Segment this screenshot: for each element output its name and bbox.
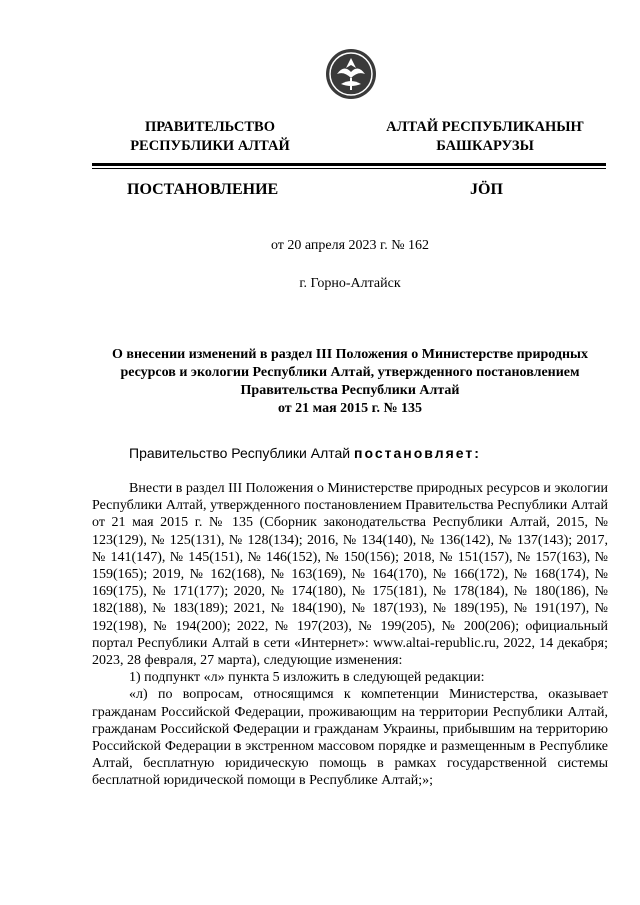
decree-verb: постановляет: [354,445,481,461]
coat-of-arms-emblem-icon [325,48,377,100]
title-line4: от 21 мая 2015 г. № 135 [277,401,423,416]
title-line2: ресурсов и экологии Республики Алтай, утвержденного постановлением [120,365,580,380]
decree-line [92,445,606,461]
doc-type-altai: JӦП [470,181,503,198]
header-right-line2: БАШКАРУЗЫ [436,138,534,154]
paragraph-item-l: «л) по вопросам, относящимся к компетенции Министерства, оказывает гражданам Российской Федерации, проживающим на территории Республики Алтай, гражданам Российской Федерации и гражданам Украины, прибывшим на территорию Российской Федерации в экстренном массовом порядке и размещенным в Республике Алтай, бесплатную юридическую помощь в рамках государственной системы бесплатной юридической помощи в Республике Алтай;»; [92,687,608,789]
date-line: от 20 апреля 2023 г. № 162 [270,238,430,253]
header-left [100,118,320,156]
title-line3: Правительства Республики Алтай [240,383,460,398]
doc-type-russian: ПОСТАНОВЛЕНИЕ [127,181,279,198]
paragraph-item-1: 1) подпункт «л» пункта 5 изложить в следующей редакции: [129,670,485,686]
header-right [372,118,598,156]
document-title [92,346,608,418]
header-divider-thin [92,168,606,169]
header-left-line2: РЕСПУБЛИКИ АЛТАЙ [130,138,290,154]
header-left-line1: ПРАВИТЕЛЬСТВО [145,119,275,135]
header-divider-thick [92,163,606,166]
decree-subject: Правительство Республики Алтай [129,445,351,461]
title-line1: О внесении изменений в раздел III Положения о Министерстве природных [112,347,588,362]
header-right-line1: АЛТАЙ РЕСПУБЛИКАНЫҤ [386,119,584,135]
paragraph-main: Внести в раздел III Положения о Министерстве природных ресурсов и экологии Республики Алтай, утвержденного постановлением Правительства Республики Алтай от 21 мая 2015 г. № 135 (Сборник законодательства Республики Алтай, 2015, № 123(129), № 125(131), № 128(134); 2016, № 134(140), № 136(142), № 137(143); 2017, № 141(147), № 145(151), № 146(152), № 150(156); 2018, № 151(157), № 157(163), № 159(165); 2019, № 162(168), № 163(169), № 164(170), № 166(172), № 168(174), № 169(175), № 171(177); 2020, № 174(180), № 175(181), № 178(184), № 180(186), № 182(188), № 183(189); 2021, № 184(190), № 187(193), № 189(195), № 191(197), № 192(198), № 194(200); 2022, № 197(203), № 199(205), № 200(206); официальный портал Республики Алтай в сети «Интернет»: www.altai-republic.ru, 2022, 14 декабря; 2023, 28 февраля, 27 марта), следующие изменения: [92,481,609,669]
city-line: г. Горно-Алтайск [299,276,401,291]
document-body [92,480,608,790]
